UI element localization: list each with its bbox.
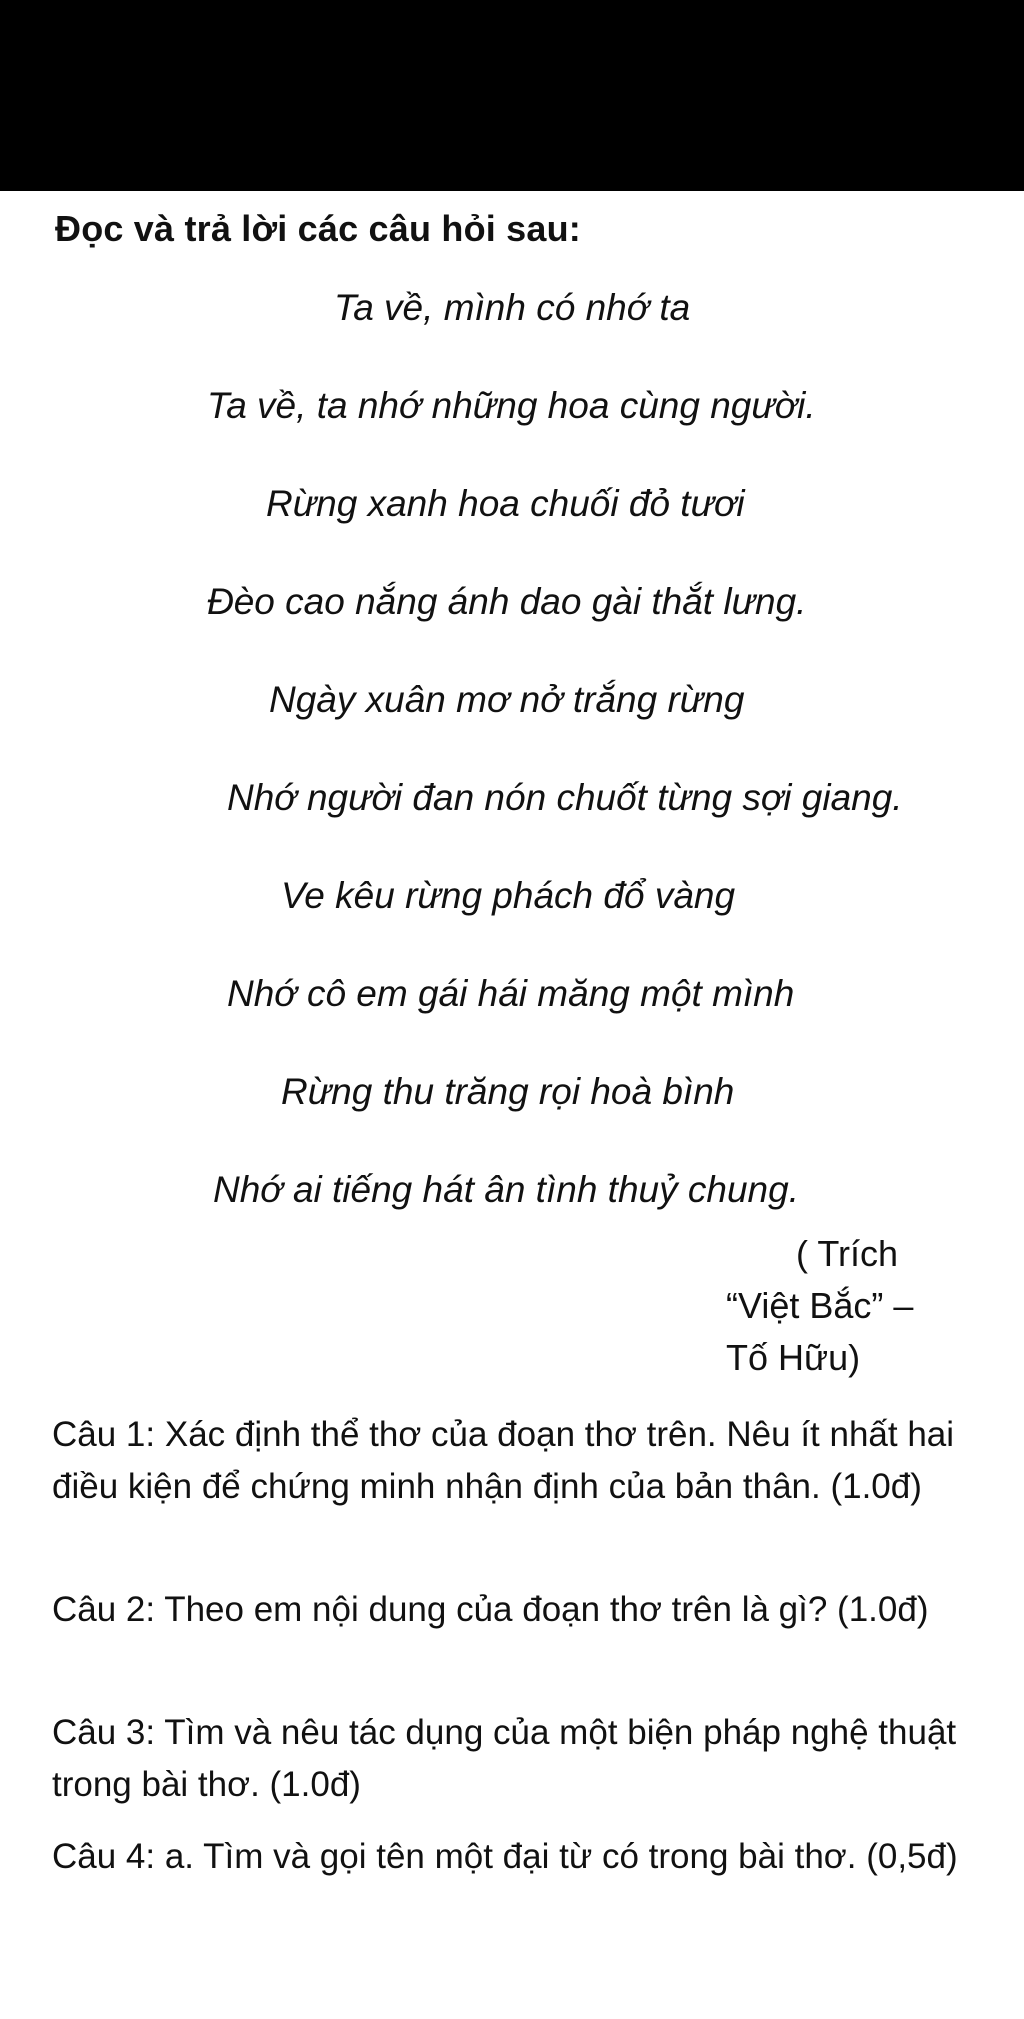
poem-line-1: Ta về, mình có nhớ ta — [334, 287, 691, 328]
poem-line-8: Nhớ cô em gái hái măng một mình — [227, 973, 795, 1014]
question-1: Câu 1: Xác định thể thơ của đoạn thơ trên. Nêu ít nhất hai điều kiện để chứng minh nhận định của bản thân. (1.0đ) — [52, 1415, 955, 1506]
poem-line-6: Nhớ người đan nón chuốt từng sợi giang. — [227, 777, 903, 818]
page-title: Đọc và trả lời các câu hỏi sau: — [55, 208, 581, 249]
poem-line-3: Rừng xanh hoa chuối đỏ tươi — [266, 483, 745, 524]
poem-line-5: Ngày xuân mơ nở trắng rừng — [269, 679, 745, 720]
source-line-3: Tố Hữu) — [726, 1337, 861, 1378]
question-4: Câu 4: a. Tìm và gọi tên một đại từ có trong bài thơ. (0,5đ) — [52, 1837, 958, 1876]
poem-line-9: Rừng thu trăng rọi hoà bình — [281, 1071, 735, 1112]
poem-line-4: Đèo cao nắng ánh dao gài thắt lưng. — [207, 581, 807, 622]
poem-line-10: Nhớ ai tiếng hát ân tình thuỷ chung. — [213, 1169, 799, 1210]
poem-line-7: Ve kêu rừng phách đổ vàng — [281, 875, 736, 916]
source-line-1: ( Trích — [796, 1233, 899, 1274]
source-line-2: “Việt Bắc” – — [726, 1285, 914, 1326]
question-3: Câu 3: Tìm và nêu tác dụng của một biện pháp nghệ thuật trong bài thơ. (1.0đ) — [52, 1713, 957, 1804]
question-2: Câu 2: Theo em nội dung của đoạn thơ trên là gì? (1.0đ) — [52, 1590, 929, 1629]
document-page — [0, 191, 1024, 2019]
poem-line-2: Ta về, ta nhớ những hoa cùng người. — [207, 385, 816, 426]
poem-source-citation — [726, 1228, 966, 1384]
top-black-bar — [0, 0, 1024, 191]
